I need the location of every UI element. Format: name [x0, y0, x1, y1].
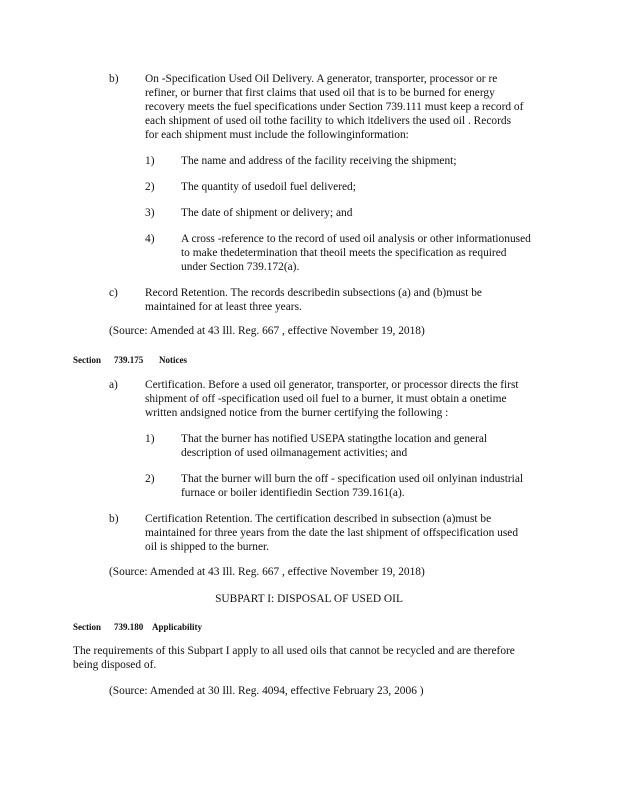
item-b-line: On -Specification Used Oil Delivery. A generator, transporter, processor or re: [145, 73, 498, 85]
item-b-line: oil is shipped to the burner.: [145, 541, 270, 553]
subitem-number: 3): [145, 207, 155, 219]
applicability-text: [73, 644, 515, 672]
subitem-line: description of used oilmanagement activities; and: [181, 447, 408, 459]
item-a-label: a): [109, 379, 118, 391]
item-c-line: Record Retention. The records describedin subsections (a) and (b)must be: [145, 287, 482, 299]
item-b-line: for each shipment must include the followinginformation:: [145, 129, 409, 141]
subitem-line: to make thedetermination that theoil meets the specification as required: [181, 247, 507, 259]
subpart-heading: SUBPART I: DISPOSAL OF USED OIL: [215, 593, 403, 605]
subitem-text: [181, 472, 523, 500]
item-b-label: b): [109, 513, 119, 525]
section-number: 739.175: [114, 355, 144, 365]
subitem-line: A cross -reference to the record of used oil analysis or other informationused: [181, 233, 531, 245]
subitem-line: The date of shipment or delivery; and: [181, 207, 353, 219]
subitem-text: [181, 154, 457, 168]
item-b-text: [145, 512, 518, 554]
subitem-line: That the burner has notified USEPA statingthe location and general: [181, 433, 488, 445]
subitem-text: [181, 206, 352, 220]
source-note: (Source: Amended at 30 Ill. Reg. 4094, effective February 23, 2006 ): [109, 685, 424, 697]
subitem-line: furnace or boiler identifiedin Section 739.161(a).: [181, 487, 405, 499]
item-b-text: [145, 72, 523, 142]
section-title: Applicability: [152, 622, 203, 632]
item-a-text: [145, 378, 519, 420]
source-note: (Source: Amended at 43 Ill. Reg. 667 , effective November 19, 2018): [109, 566, 425, 578]
item-a-line: Certification. Before a used oil generator, transporter, or processor directs the first: [145, 379, 519, 391]
item-a-line: written andsigned notice from the burner certifying the following :: [145, 407, 449, 419]
applicability-line: The requirements of this Subpart I apply to all used oils that cannot be recycled and are therefore: [73, 645, 515, 657]
subitem-number: 4): [145, 233, 155, 245]
subitem-text: [181, 180, 356, 194]
subitem-number: 1): [145, 155, 155, 167]
subitem-number: 1): [145, 433, 155, 445]
subitem-text: [181, 432, 487, 460]
subitem-text: [181, 232, 531, 274]
item-b-label: b): [109, 73, 119, 85]
subitem-number: 2): [145, 181, 155, 193]
item-b-line: recovery meets the fuel specifications under Section 739.111 must keep a record of: [145, 101, 524, 113]
item-b-line: refiner, or burner that first claims that used oil that is to be burned for energy: [145, 87, 495, 99]
subitem-line: The name and address of the facility receiving the shipment;: [181, 155, 457, 167]
applicability-line: being disposed of.: [73, 659, 157, 671]
section-label: Section: [73, 622, 101, 632]
item-c-line: maintained for at least three years.: [145, 301, 302, 313]
item-c-text: [145, 286, 482, 314]
subitem-number: 2): [145, 473, 155, 485]
item-b-line: each shipment of used oil tothe facility to which itdelivers the used oil . Records: [145, 115, 511, 127]
item-c-label: c): [109, 287, 118, 299]
section-title: Notices: [159, 355, 187, 365]
subitem-line: under Section 739.172(a).: [181, 261, 300, 273]
subitem-line: That the burner will burn the off - specification used oil onlyinan industrial: [181, 473, 524, 485]
item-a-line: shipment of off -specification used oil fuel to a burner, it must obtain a onetime: [145, 393, 507, 405]
section-number: 739.180: [114, 622, 144, 632]
item-b-line: Certification Retention. The certification described in subsection (a)must be: [145, 513, 492, 525]
subitem-line: The quantity of usedoil fuel delivered;: [181, 181, 356, 193]
item-b-line: maintained for three years from the date the last shipment of offspecification used: [145, 527, 519, 539]
source-note: (Source: Amended at 43 Ill. Reg. 667 , effective November 19, 2018): [109, 325, 425, 337]
section-label: Section: [73, 355, 101, 365]
